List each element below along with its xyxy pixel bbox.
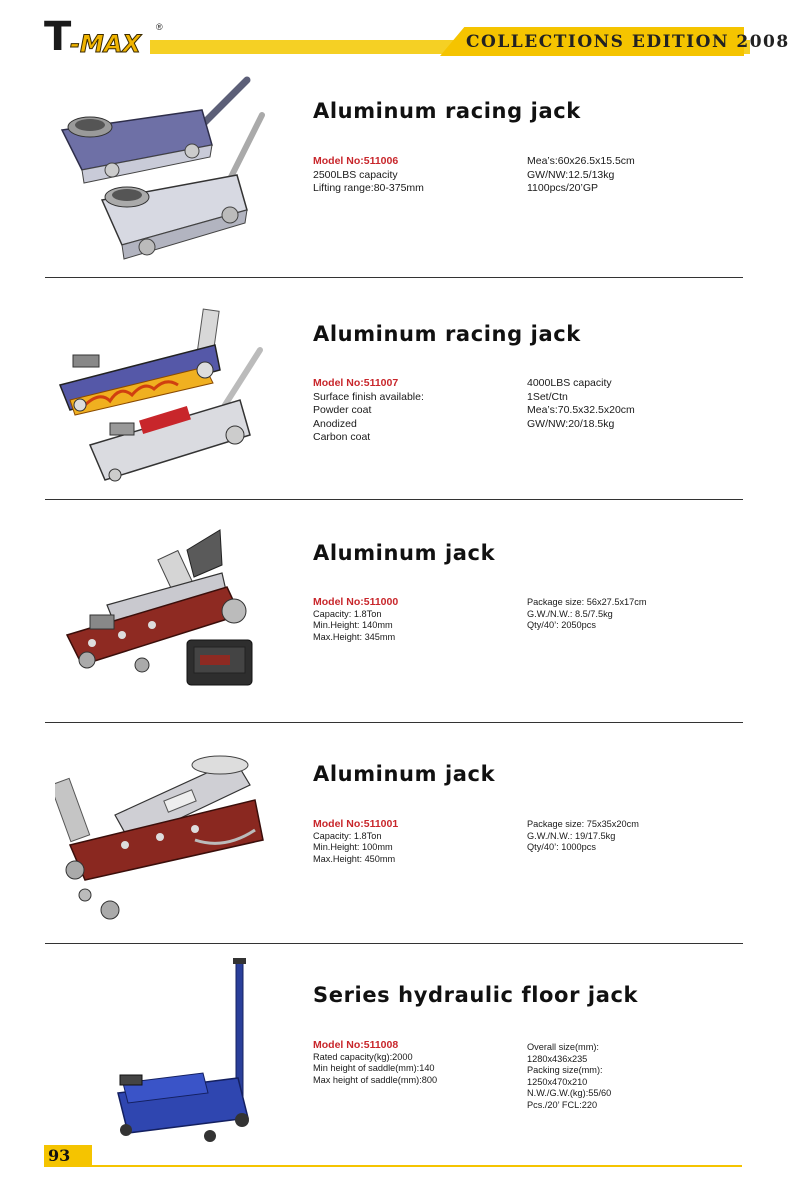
spec-line: Max height of saddle(mm):800 <box>313 1074 438 1085</box>
product-title: Aluminum jack <box>313 541 496 565</box>
spec-line: Min.Height: 140mm <box>313 620 393 631</box>
logo-max: -MAX <box>70 30 141 58</box>
spec-line: Max.Height: 450mm <box>313 853 396 864</box>
spec-line: GW/NW:20/18.5kg <box>527 417 615 430</box>
spec-line: G.W./N.W.: 19/17.5kg <box>527 830 616 841</box>
page-number: 93 <box>48 1146 71 1165</box>
spec-line: 1Set/Ctn <box>527 390 568 403</box>
logo-t: T <box>44 14 70 60</box>
edition-title: COLLECTIONS EDITION 2008 <box>466 32 790 52</box>
spec-line: Anodized <box>313 417 357 430</box>
model-number: Model No:511007 <box>313 377 399 389</box>
jack-image-511008 <box>108 958 258 1143</box>
logo-registered-mark: ® <box>156 22 163 32</box>
spec-line: Qty/40’: 1000pcs <box>527 842 596 853</box>
spec-line: 4000LBS capacity <box>527 377 612 389</box>
spec-line: Max.Height: 345mm <box>313 631 396 642</box>
spec-line: Capacity: 1.8Ton <box>313 608 382 619</box>
spec-line: Surface finish available: <box>313 390 424 403</box>
spec-line: Min.Height: 100mm <box>313 842 393 853</box>
jack-image-511001 <box>55 750 270 925</box>
jack-image-511006 <box>52 75 272 265</box>
right-specs <box>527 819 639 854</box>
right-specs <box>527 597 647 632</box>
spec-line: 1100pcs/20’GP <box>527 182 599 194</box>
left-specs <box>313 1040 437 1086</box>
spec-line: Qty/40’: 2050pcs <box>527 620 596 631</box>
tmax-logo <box>44 16 164 58</box>
spec-line: Rated capacity(kg):2000 <box>313 1051 413 1062</box>
product-title: Series hydraulic floor jack <box>313 983 639 1007</box>
section-divider <box>45 943 743 944</box>
product-title: Aluminum jack <box>313 762 496 786</box>
left-specs <box>313 377 424 445</box>
model-number: Model No:511000 <box>313 596 399 608</box>
spec-line: G.W./N.W.: 8.5/7.5kg <box>527 608 613 619</box>
product-title: Aluminum racing jack <box>313 322 581 346</box>
spec-line: 2500LBS capacity <box>313 168 398 181</box>
section-divider <box>45 277 743 278</box>
model-number: Model No:511008 <box>313 1039 399 1051</box>
spec-line: Lifting range:80-375mm <box>313 182 424 194</box>
spec-line: Min height of saddle(mm):140 <box>313 1063 435 1074</box>
spec-line: Package size: 56x27.5x17cm <box>527 597 647 607</box>
left-specs <box>313 155 424 196</box>
section-divider <box>45 722 743 723</box>
spec-line: N.W./G.W.(kg):55/60 <box>527 1088 612 1099</box>
spec-line: Carbon coat <box>313 431 371 443</box>
spec-line: Capacity: 1.8Ton <box>313 830 382 841</box>
model-number: Model No:511001 <box>313 818 399 830</box>
spec-line: Mea’s:70.5x32.5x20cm <box>527 404 635 416</box>
left-specs <box>313 819 398 865</box>
footer-line <box>92 1165 742 1167</box>
spec-line: 1280x436x235 <box>527 1053 588 1064</box>
spec-line: Packing size(mm): <box>527 1065 603 1076</box>
spec-line: 1250x470x210 <box>527 1076 588 1087</box>
jack-image-511007 <box>55 305 270 490</box>
spec-line: Mea’s:60x26.5x15.5cm <box>527 155 635 167</box>
spec-line: Pcs./20’ FCL:220 <box>527 1099 598 1110</box>
left-specs <box>313 597 398 643</box>
right-specs <box>527 1042 611 1112</box>
right-specs <box>527 377 635 431</box>
product-title: Aluminum racing jack <box>313 99 581 123</box>
model-number: Model No:511006 <box>313 155 399 167</box>
spec-line: Package size: 75x35x20cm <box>527 819 639 829</box>
right-specs <box>527 155 635 196</box>
section-divider <box>45 499 743 500</box>
spec-line: Overall size(mm): <box>527 1042 599 1052</box>
spec-line: GW/NW:12.5/13kg <box>527 168 615 181</box>
jack-image-511000 <box>62 525 262 690</box>
spec-line: Powder coat <box>313 404 372 416</box>
